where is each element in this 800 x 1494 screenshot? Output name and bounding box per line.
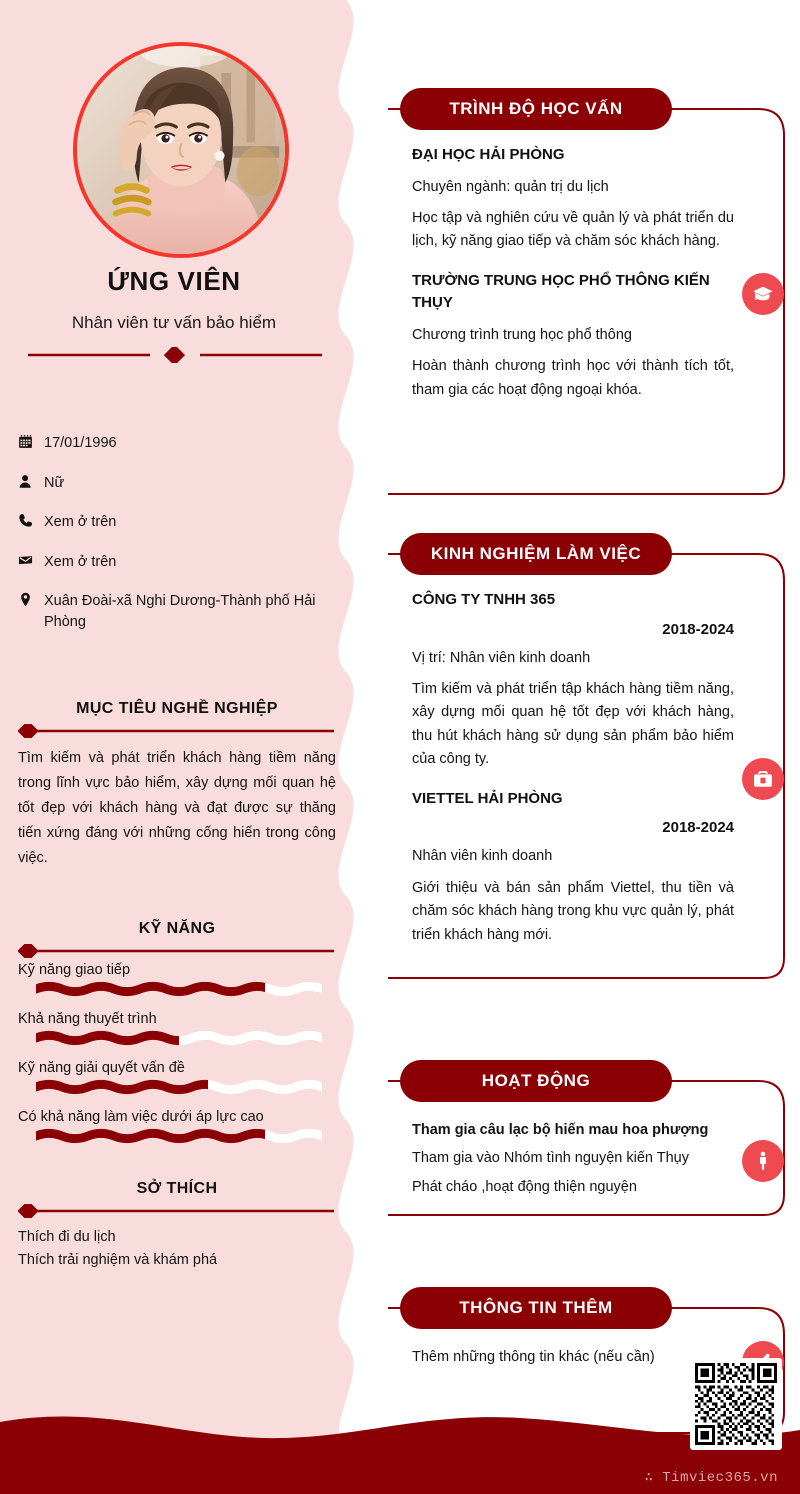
card-experience: [386, 533, 786, 980]
contact-text: Xem ở trên: [44, 553, 117, 570]
page-title: ỨNG VIÊN: [107, 266, 241, 296]
objective-text: Tìm kiếm và phát triển khách hàng tiềm năng trong lĩnh vực bảo hiểm, xây dựng mối quan hệ tốt đẹp với khách hàng và đạt được sự thăng tiến xứng đáng với những cống hiến trong công việc.: [18, 750, 336, 866]
skill-progress-bar: [36, 1078, 322, 1096]
section-header: [18, 700, 336, 734]
section-rule: [18, 944, 336, 958]
section-title: KINH NGHIỆM LÀM VIỆC: [430, 544, 642, 563]
contact-text: 17/01/1996: [44, 435, 117, 451]
section-header-education: [400, 88, 672, 130]
card-education: [386, 88, 786, 496]
section-hobbies: [18, 1180, 336, 1273]
skill-label: Có khả năng làm việc dưới áp lực cao: [18, 1109, 264, 1125]
graduation-cap-icon: [752, 283, 774, 305]
school-major: Chương trình trung học phổ thông: [412, 326, 632, 343]
section-header: [18, 920, 336, 954]
skill-progress-bar: [36, 1029, 322, 1047]
contact-item-gender: [18, 473, 338, 494]
activity-item: Tham gia câu lạc bộ hiến mau hoa phượng: [412, 1122, 709, 1138]
list-item: Thích đi du lịch: [18, 1229, 116, 1245]
contact-item-phone: [18, 512, 338, 533]
skill-progress-bar: [36, 1127, 322, 1145]
name-divider: [20, 347, 330, 363]
section-title: HOẠT ĐỘNG: [481, 1071, 591, 1090]
section-skills: [18, 920, 336, 1150]
education-entry: [412, 270, 734, 402]
qr-code: [690, 1358, 782, 1450]
calendar-icon: [18, 433, 44, 449]
section-title: TRÌNH ĐỘ HỌC VẤN: [449, 99, 623, 118]
graduation-cap-icon-badge: [742, 273, 784, 315]
person-icon: [18, 473, 44, 489]
skill-label: Kỹ năng giải quyết vấn đề: [18, 1060, 185, 1076]
job-desc: Giới thiệu và bán sản phẩm Viettel, thu tiền và chăm sóc khách hàng trong khu vực quản lý, phát triển khách hàng mới.: [412, 879, 734, 943]
employment-period: 2018-2024: [662, 620, 734, 638]
contact-text: Nữ: [44, 474, 65, 491]
section-rule: [18, 1204, 336, 1218]
section-title: SỞ THÍCH: [136, 1180, 218, 1197]
job-position: Vị trí: Nhân viên kinh doanh: [412, 649, 591, 666]
contact-item-email: [18, 552, 338, 573]
list-item: Thích trải nghiệm và khám phá: [18, 1252, 218, 1269]
section-rule: [18, 724, 336, 738]
contact-text: Xem ở trên: [44, 514, 117, 531]
section-title: MỤC TIÊU NGHỀ NGHIỆP: [76, 700, 278, 717]
activity-item: Phát cháo ,hoạt động thiện nguyện: [412, 1178, 637, 1195]
additional-text: Thêm những thông tin khác (nếu cần): [412, 1349, 655, 1365]
briefcase-icon: [752, 768, 774, 790]
section-header-additional: [400, 1287, 672, 1329]
section-header: [18, 1180, 336, 1214]
section-title: THÔNG TIN THÊM: [459, 1298, 613, 1317]
company-name: CÔNG TY TNHH 365: [412, 591, 556, 608]
contact-item-birthdate: [18, 433, 338, 454]
experience-entry: [412, 589, 734, 772]
section-title: KỸ NĂNG: [138, 920, 216, 937]
qr-code-image: [695, 1363, 777, 1445]
right-content: [372, 0, 800, 1438]
portrait-photo: [77, 46, 285, 254]
hobbies-list: [18, 1226, 336, 1273]
school-name: TRƯỜNG TRUNG HỌC PHỔ THÔNG KIẾN THỤY: [412, 271, 710, 312]
section-header-experience: [400, 533, 672, 575]
skill-label: Khả năng thuyết trình: [18, 1011, 157, 1027]
skill-progress-bar: [36, 980, 322, 998]
contact-text: Xuân Đoài-xã Nghi Dương-Thành phố Hải Phòng: [44, 593, 316, 630]
briefcase-icon-badge: [742, 758, 784, 800]
activity-item: Tham gia vào Nhóm tình nguyện kiến Thụy: [412, 1150, 690, 1167]
company-name: VIETTEL HẢI PHÒNG: [412, 789, 563, 807]
school-name: ĐẠI HỌC HẢI PHÒNG: [412, 146, 565, 163]
education-entry: [412, 144, 734, 254]
contact-item-address: [18, 591, 338, 632]
skill-label: Kỹ năng giao tiếp: [18, 962, 131, 978]
school-desc: Học tập và nghiên cứu về quản lý và phát triển du lịch, kỹ năng giao tiếp và chăm sóc khách hàng.: [412, 209, 734, 250]
school-major: Chuyên ngành: quản trị du lịch: [412, 178, 609, 195]
employment-period: 2018-2024: [662, 819, 734, 837]
envelope-icon: [18, 552, 44, 568]
card-activities: [386, 1060, 786, 1217]
section-objective: [18, 700, 336, 871]
experience-entry: [412, 788, 734, 947]
job-title: Nhân viên tư vấn bảo hiểm: [71, 313, 277, 332]
contact-list: [18, 433, 338, 632]
job-position: Nhân viên kinh doanh: [412, 848, 553, 865]
school-desc: Hoàn thành chương trình học với thành tích tốt, tham gia các hoạt động ngoại khóa.: [412, 358, 734, 398]
brand-watermark: ∴ Timviec365.vn: [644, 1470, 778, 1486]
location-pin-icon: [18, 591, 44, 607]
person-standing-icon: [753, 1151, 773, 1171]
avatar: [73, 42, 289, 258]
person-standing-icon-badge: [742, 1140, 784, 1182]
section-header-activities: [400, 1060, 672, 1102]
phone-icon: [18, 512, 44, 528]
job-desc: Tìm kiếm và phát triển tập khách hàng tiềm năng, xây dựng mối quan hệ tốt đẹp với khách hàng, thu hút khách hàng sử dụng sản phẩm bảo hiểm của công ty.: [412, 680, 734, 768]
skills-list: [18, 962, 336, 1150]
